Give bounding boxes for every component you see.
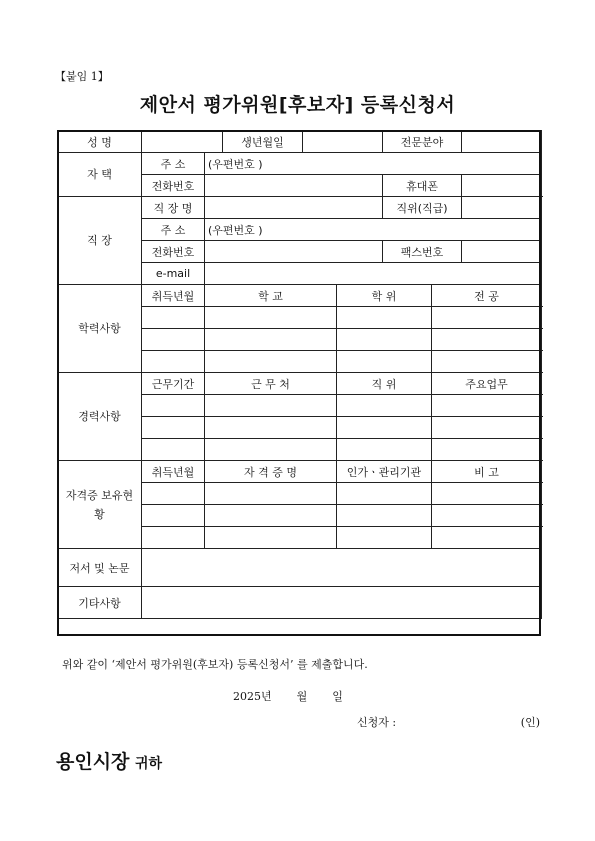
education-cell[interactable] — [142, 329, 205, 351]
license-header-agency: 인가ㆍ관리기관 — [337, 461, 432, 483]
license-cell[interactable] — [337, 505, 432, 527]
work-section-label: 직 장 — [58, 197, 142, 285]
workplace-row — [58, 197, 542, 219]
career-cell[interactable] — [142, 439, 205, 461]
career-cell[interactable] — [337, 439, 432, 461]
career-cell[interactable] — [205, 439, 337, 461]
career-header-period: 근무기간 — [142, 373, 205, 395]
education-cell[interactable] — [337, 351, 432, 373]
addressee-suffix: 귀하 — [135, 756, 163, 772]
home-phone-label: 전화번호 — [142, 175, 205, 197]
education-header-row — [58, 285, 542, 307]
position-field[interactable] — [462, 197, 542, 219]
publications-field[interactable] — [142, 549, 542, 587]
education-cell[interactable] — [432, 307, 542, 329]
etc-field[interactable] — [142, 587, 542, 619]
attachment-label: 【붙임 1】 — [55, 70, 109, 83]
publications-row — [58, 549, 542, 587]
email-field[interactable] — [205, 263, 542, 285]
field-field[interactable] — [462, 131, 542, 153]
license-cell[interactable] — [432, 483, 542, 505]
workplace-field[interactable] — [205, 197, 383, 219]
publications-label: 저서 및 논문 — [58, 549, 142, 587]
basic-info-row — [58, 131, 542, 153]
license-cell[interactable] — [142, 505, 205, 527]
license-cell[interactable] — [337, 483, 432, 505]
position-label: 직위(직급) — [383, 197, 462, 219]
career-header-position: 직 위 — [337, 373, 432, 395]
addressee-name: 용인시장 — [56, 751, 130, 773]
home-phone-field[interactable] — [205, 175, 383, 197]
work-address-field[interactable]: (우편번호 ) — [205, 219, 542, 241]
mobile-label: 휴대폰 — [383, 175, 462, 197]
home-address-row — [58, 153, 542, 175]
education-cell[interactable] — [337, 329, 432, 351]
date-day: 일 — [332, 690, 343, 703]
email-label: e-mail — [142, 263, 205, 285]
career-header-duty: 주요업무 — [432, 373, 542, 395]
form-title: 제안서 평가위원[후보자] 등록신청서 — [139, 94, 456, 116]
seal-label: (인) — [520, 716, 540, 729]
date-line — [233, 688, 343, 704]
date-year: 2025년 — [233, 690, 272, 703]
career-header-row — [58, 373, 542, 395]
field-label: 전문분야 — [383, 131, 462, 153]
fax-field[interactable] — [462, 241, 542, 263]
license-header-name: 자 격 증 명 — [205, 461, 337, 483]
career-cell[interactable] — [205, 395, 337, 417]
license-cell[interactable] — [432, 527, 542, 549]
education-cell[interactable] — [142, 351, 205, 373]
declaration-text: 위와 같이 ‘제안서 평가위원(후보자) 등록신청서’ 를 제출합니다. — [62, 658, 368, 671]
license-cell[interactable] — [142, 483, 205, 505]
education-header-major: 전 공 — [432, 285, 542, 307]
career-cell[interactable] — [142, 417, 205, 439]
license-header-note: 비 고 — [432, 461, 542, 483]
date-month: 월 — [296, 690, 308, 703]
education-cell[interactable] — [142, 307, 205, 329]
license-cell[interactable] — [432, 505, 542, 527]
education-cell[interactable] — [205, 329, 337, 351]
fax-label: 팩스번호 — [383, 241, 462, 263]
career-cell[interactable] — [432, 395, 542, 417]
education-header-school: 학 교 — [205, 285, 337, 307]
career-cell[interactable] — [142, 395, 205, 417]
education-header-degree: 학 위 — [337, 285, 432, 307]
work-address-label: 주 소 — [142, 219, 205, 241]
applicant-line — [357, 714, 540, 730]
education-cell[interactable] — [432, 351, 542, 373]
license-cell[interactable] — [142, 527, 205, 549]
career-cell[interactable] — [337, 417, 432, 439]
education-section-label: 학력사항 — [58, 285, 142, 373]
education-cell[interactable] — [205, 307, 337, 329]
mobile-field[interactable] — [462, 175, 542, 197]
home-section-label: 자 택 — [58, 153, 142, 197]
applicant-label: 신청자 : — [357, 716, 397, 729]
name-label: 성 명 — [58, 131, 142, 153]
workplace-label: 직 장 명 — [142, 197, 205, 219]
birth-label: 생년월일 — [223, 131, 303, 153]
home-address-label: 주 소 — [142, 153, 205, 175]
career-section-label: 경력사항 — [58, 373, 142, 461]
etc-label: 기타사항 — [58, 587, 142, 619]
addressee — [56, 747, 162, 774]
education-cell[interactable] — [337, 307, 432, 329]
name-field[interactable] — [142, 131, 223, 153]
license-header-row — [58, 461, 542, 483]
education-cell[interactable] — [432, 329, 542, 351]
etc-row — [58, 587, 542, 619]
career-cell[interactable] — [432, 417, 542, 439]
license-cell[interactable] — [337, 527, 432, 549]
license-cell[interactable] — [205, 505, 337, 527]
home-address-field[interactable]: (우편번호 ) — [205, 153, 542, 175]
license-cell[interactable] — [205, 483, 337, 505]
license-header-date: 취득년월 — [142, 461, 205, 483]
work-phone-label: 전화번호 — [142, 241, 205, 263]
career-header-workplace: 근 무 처 — [205, 373, 337, 395]
registration-form-table — [57, 130, 542, 619]
license-section-label: 자격증 보유현황 — [58, 461, 142, 549]
birth-field[interactable] — [303, 131, 383, 153]
career-cell[interactable] — [432, 439, 542, 461]
career-cell[interactable] — [337, 395, 432, 417]
education-cell[interactable] — [205, 351, 337, 373]
license-cell[interactable] — [205, 527, 337, 549]
education-header-date: 취득년월 — [142, 285, 205, 307]
career-cell[interactable] — [205, 417, 337, 439]
work-phone-field[interactable] — [205, 241, 383, 263]
